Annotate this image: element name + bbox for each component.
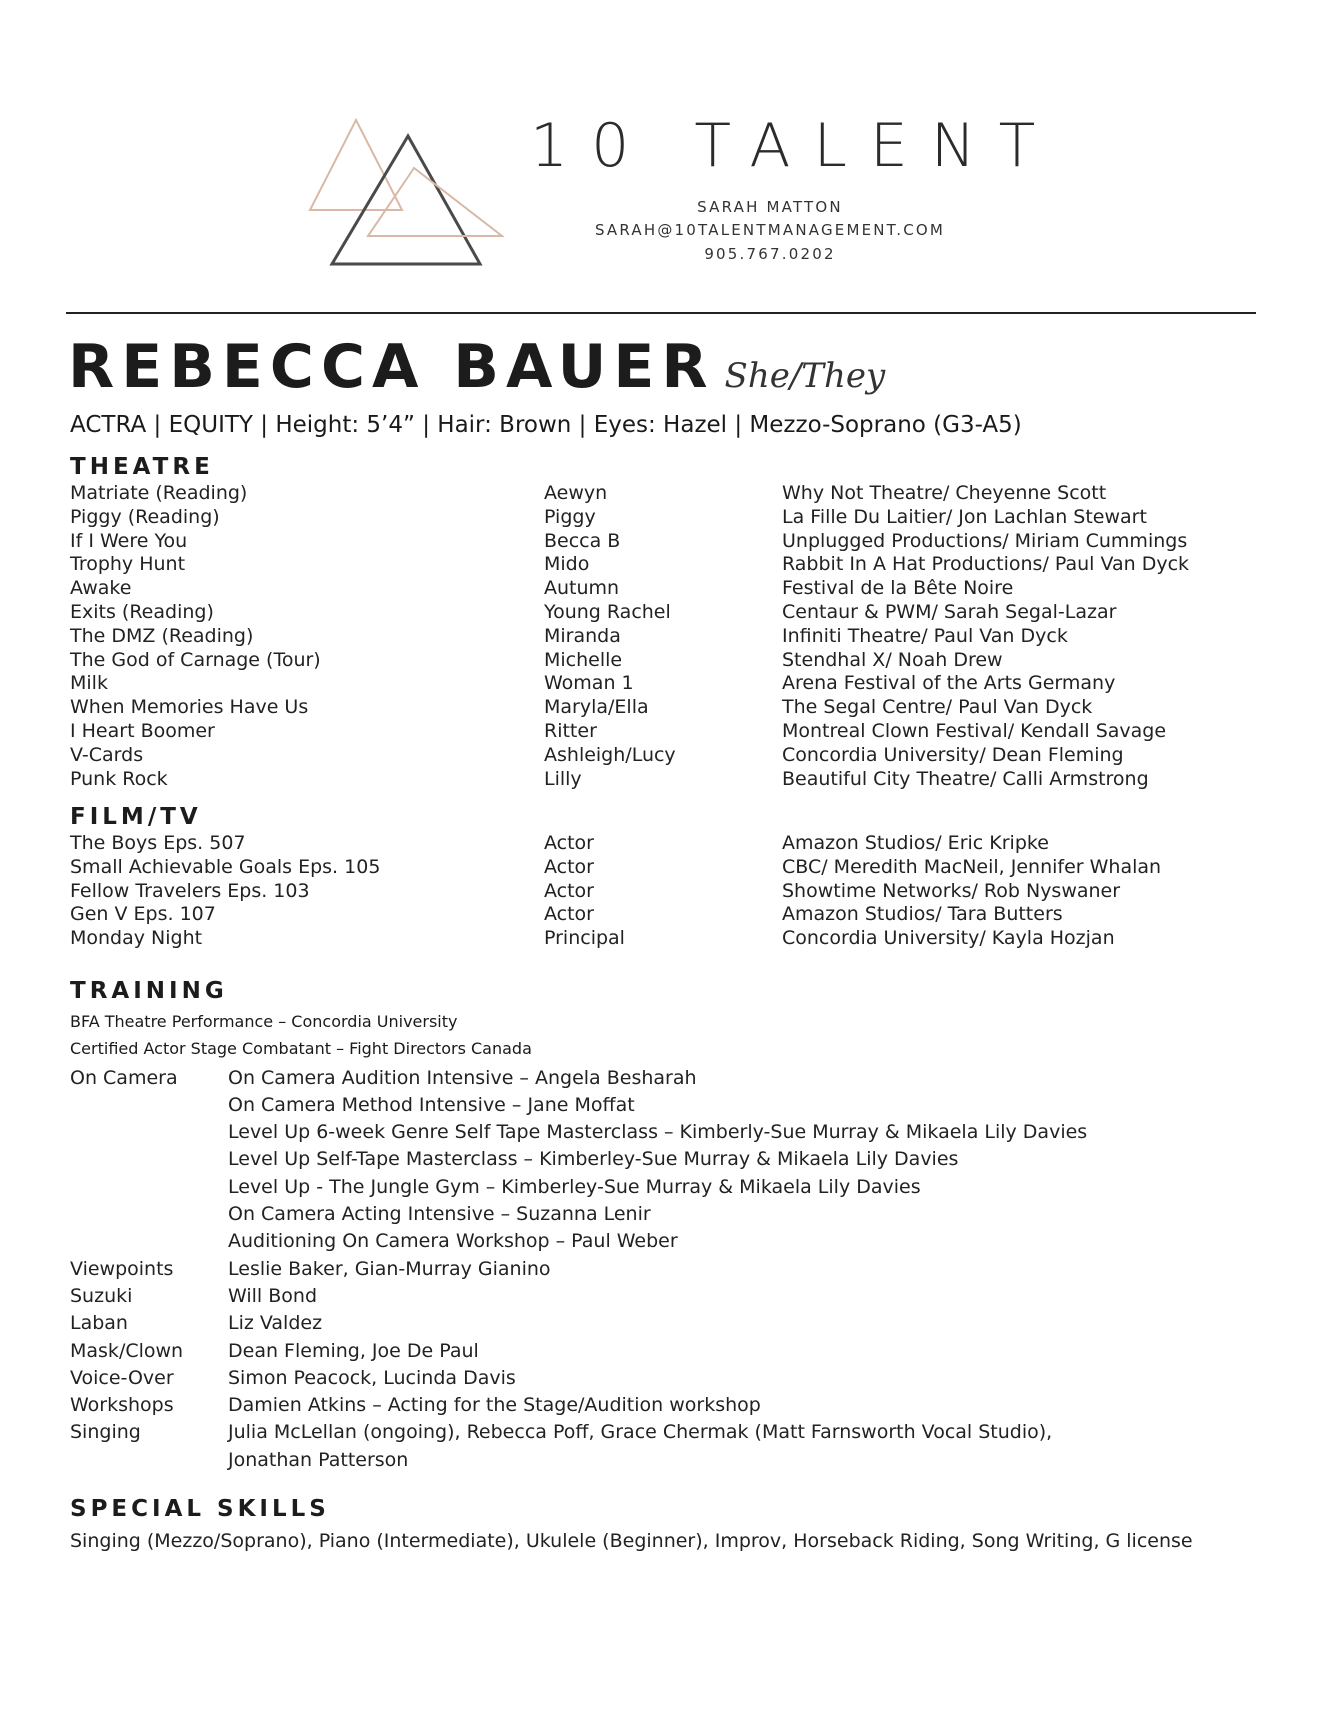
credit-company: Why Not Theatre/ Cheyenne Scott — [782, 482, 1107, 504]
credit-company: Montreal Clown Festival/ Kendall Savage — [782, 719, 1167, 742]
credit-role: Becca B — [544, 529, 621, 552]
credit-role: Autumn — [544, 577, 620, 600]
training-group-label: Workshops — [70, 1394, 174, 1417]
credit-title: Exits (Reading) — [70, 600, 214, 623]
training-group-label: Mask/Clown — [70, 1339, 184, 1362]
credit-title: Awake — [70, 577, 132, 600]
credit-row — [70, 880, 1250, 904]
training-group — [70, 1421, 1250, 1476]
credit-role: Principal — [544, 927, 625, 950]
credit-company: Centaur & PWM/ Sarah Segal-Lazar — [782, 600, 1117, 623]
credit-title: The DMZ (Reading) — [70, 624, 254, 647]
actor-pronouns: She/They — [724, 356, 886, 396]
credit-title: If I Were You — [70, 529, 188, 552]
credit-role: Woman 1 — [544, 672, 634, 695]
training-group-label: On Camera — [70, 1066, 178, 1089]
credit-company: Infiniti Theatre/ Paul Van Dyck — [782, 624, 1068, 647]
credit-company: Beautiful City Theatre/ Calli Armstrong — [782, 767, 1149, 790]
credit-company: Showtime Networks/ Rob Nyswaner — [782, 879, 1121, 902]
credit-title: Trophy Hunt — [70, 553, 186, 576]
credit-row — [70, 530, 1250, 554]
training-item: Jonathan Patterson — [228, 1448, 409, 1471]
credit-role: Ashleigh/Lucy — [544, 743, 676, 766]
credit-title: Small Achievable Goals Eps. 105 — [70, 855, 381, 878]
credit-row — [70, 856, 1250, 880]
credit-row — [70, 744, 1250, 768]
credit-row — [70, 903, 1250, 927]
special-skills-heading: SPECIAL SKILLS — [70, 1496, 330, 1522]
credit-title: Gen V Eps. 107 — [70, 903, 216, 926]
theatre-heading: THEATRE — [70, 454, 214, 480]
credit-title: The God of Carnage (Tour) — [70, 648, 321, 671]
training-group — [70, 1285, 1250, 1312]
credit-company: Festival de la Bête Noire — [782, 577, 1014, 600]
credit-title: Milk — [70, 672, 108, 695]
credit-role: Actor — [544, 855, 594, 878]
training-group — [70, 1340, 1250, 1367]
agency-name: 10 TALENT — [530, 111, 1059, 181]
training-item: Will Bond — [228, 1284, 318, 1307]
training-item: Level Up 6-week Genre Self Tape Masterclass – Kimberly-Sue Murray & Mikaela Lily Davies — [228, 1121, 1088, 1144]
film-tv-heading: FILM/TV — [70, 804, 202, 830]
training-item: Auditioning On Camera Workshop – Paul Weber — [228, 1230, 678, 1253]
agent-name: SARAH MATTON — [697, 198, 843, 216]
name-row — [68, 332, 885, 402]
training-item: Level Up - The Jungle Gym – Kimberley-Sue Murray & Mikaela Lily Davies — [228, 1175, 921, 1198]
agent-email[interactable]: SARAH@10TALENTMANAGEMENT.COM — [594, 221, 946, 239]
training-group — [70, 1312, 1250, 1339]
credit-row — [70, 577, 1250, 601]
credit-title: The Boys Eps. 507 — [70, 832, 246, 854]
training-group — [70, 1394, 1250, 1421]
credit-company: Amazon Studios/ Eric Kripke — [782, 832, 1049, 854]
training-item: Dean Fleming, Joe De Paul — [228, 1339, 479, 1362]
training-heading: TRAINING — [70, 978, 228, 1004]
training-item: Simon Peacock, Lucinda Davis — [228, 1366, 516, 1389]
credit-company: Stendhal X/ Noah Drew — [782, 648, 1003, 671]
training-item: Level Up Self-Tape Masterclass – Kimberley-Sue Murray & Mikaela Lily Davies — [228, 1148, 959, 1171]
credit-company: La Fille Du Laitier/ Jon Lachlan Stewart — [782, 505, 1147, 528]
credit-row — [70, 625, 1250, 649]
credit-title: Punk Rock — [70, 767, 168, 790]
credit-role: Michelle — [544, 648, 623, 671]
credit-company: Arena Festival of the Arts Germany — [782, 672, 1116, 695]
training-group-label: Viewpoints — [70, 1257, 174, 1280]
training-group-label: Voice-Over — [70, 1366, 174, 1389]
training-item: On Camera Audition Intensive – Angela Besharah — [228, 1066, 697, 1089]
training-group-label: Laban — [70, 1312, 128, 1335]
credit-role: Mido — [544, 553, 590, 576]
credit-row — [70, 832, 1250, 856]
credit-row — [70, 601, 1250, 625]
theatre-credits — [70, 482, 1250, 791]
credit-row — [70, 696, 1250, 720]
credit-company: Concordia University/ Dean Fleming — [782, 743, 1124, 766]
credit-title: Monday Night — [70, 927, 203, 950]
credit-company: Rabbit In A Hat Productions/ Paul Van Dyck — [782, 553, 1190, 576]
credit-company: Amazon Studios/ Tara Butters — [782, 903, 1063, 926]
credit-row — [70, 672, 1250, 696]
credit-row — [70, 720, 1250, 744]
credit-row — [70, 768, 1250, 792]
actor-attributes: ACTRA | EQUITY | Height: 5’4” | Hair: Brown | Eyes: Hazel | Mezzo-Soprano (G3-A5) — [70, 412, 1022, 438]
credit-title: Piggy (Reading) — [70, 505, 220, 528]
credit-role: Actor — [544, 832, 594, 854]
credit-role: Actor — [544, 903, 594, 926]
actor-name: REBECCA BAUER — [68, 332, 715, 402]
training-list — [70, 1012, 1250, 1476]
training-group — [70, 1258, 1250, 1285]
credit-row — [70, 506, 1250, 530]
training-degree: BFA Theatre Performance – Concordia University — [70, 1012, 458, 1031]
credit-role: Ritter — [544, 719, 597, 742]
credit-role: Young Rachel — [544, 600, 671, 623]
credit-row — [70, 553, 1250, 577]
training-group-label: Suzuki — [70, 1284, 133, 1307]
special-skills-text: Singing (Mezzo/Soprano), Piano (Intermediate), Ukulele (Beginner), Improv, Horseback Riding, Song Writing, G license — [70, 1530, 1193, 1552]
training-degree: Certified Actor Stage Combatant – Fight Directors Canada — [70, 1039, 532, 1059]
credit-title: Fellow Travelers Eps. 103 — [70, 879, 310, 902]
credit-role: Aewyn — [544, 482, 608, 504]
training-item: On Camera Method Intensive – Jane Moffat — [228, 1093, 635, 1116]
training-group-label: Singing — [70, 1421, 141, 1444]
credit-title: Matriate (Reading) — [70, 482, 248, 504]
credit-title: When Memories Have Us — [70, 696, 309, 719]
training-item: Damien Atkins – Acting for the Stage/Audition workshop — [228, 1394, 761, 1417]
credit-company: Unplugged Productions/ Miriam Cummings — [782, 529, 1188, 552]
credit-title: I Heart Boomer — [70, 719, 215, 742]
film-tv-credits — [70, 832, 1250, 951]
credit-company: Concordia University/ Kayla Hozjan — [782, 927, 1115, 950]
credit-role: Maryla/Ella — [544, 696, 649, 719]
credit-row — [70, 649, 1250, 673]
credit-row — [70, 927, 1250, 951]
credit-role: Lilly — [544, 767, 582, 790]
training-item: Julia McLellan (ongoing), Rebecca Poff, Grace Chermak (Matt Farnsworth Vocal Studio), — [228, 1421, 1053, 1444]
training-group — [70, 1067, 1250, 1258]
header-divider — [66, 312, 1256, 314]
training-item: Leslie Baker, Gian-Murray Gianino — [228, 1257, 551, 1280]
credit-role: Miranda — [544, 624, 621, 647]
credit-title: V-Cards — [70, 743, 144, 766]
agent-phone: 905.767.0202 — [704, 245, 836, 263]
credit-row — [70, 482, 1250, 506]
triangles-logo-icon — [308, 118, 504, 270]
credit-role: Piggy — [544, 505, 596, 528]
training-item: On Camera Acting Intensive – Suzanna Lenir — [228, 1203, 651, 1226]
credit-company: The Segal Centre/ Paul Van Dyck — [782, 696, 1093, 719]
training-item: Liz Valdez — [228, 1312, 323, 1335]
training-group — [70, 1367, 1250, 1394]
credit-role: Actor — [544, 879, 594, 902]
credit-company: CBC/ Meredith MacNeil, Jennifer Whalan — [782, 855, 1162, 878]
